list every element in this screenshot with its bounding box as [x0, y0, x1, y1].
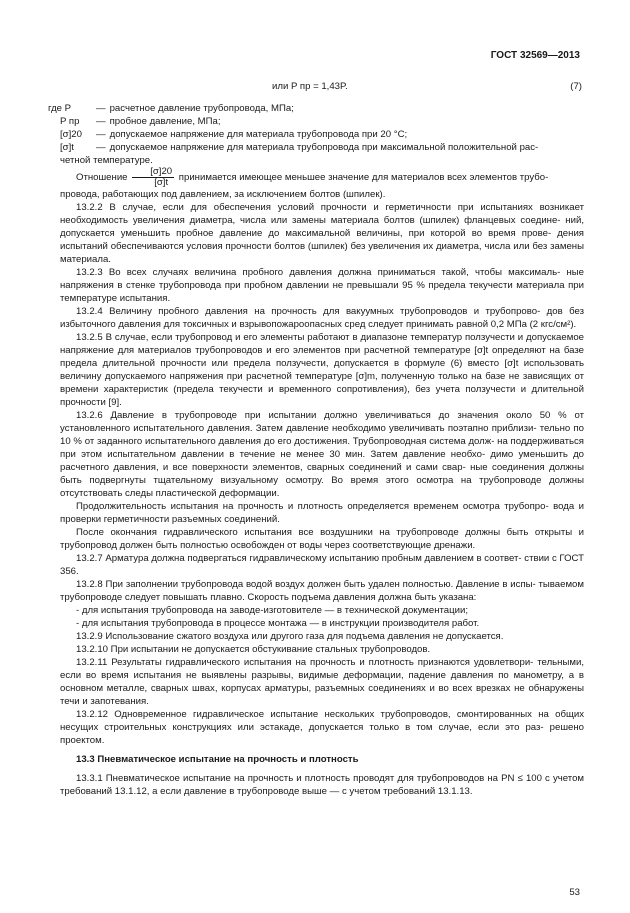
- list-item: - для испытания трубопровода в процессе монтажа — в инструкции производителя работ.: [76, 618, 480, 629]
- definition-item: [σ]20 — допускаемое напряжение для материала трубопровода при 20 °С;: [60, 129, 408, 140]
- definition-item: [σ]t — допускаемое напряжение для материала трубопровода при максимальной положительной рас- четной температуре.: [60, 141, 584, 167]
- definition-text: допускаемое напряжение для материала трубопровода при 20 °С;: [109, 129, 408, 140]
- document-body: [48, 102, 584, 798]
- section-heading: 13.3 Пневматическое испытание на прочность и плотность: [76, 754, 359, 765]
- ratio-fraction: [132, 167, 174, 188]
- paragraph: 13.2.5 В случае, если трубопровод и его элементы работают в диапазоне температур ползучести и допускаемое напряжение для материалов трубопроводов и его элементов при расчетной температуре [σ]t определяют на базе предела длительной прочности или предела ползучести, допускается в формуле (6) вместо [σ]t использовать величину допускаемого напряжения при расчетной температуре [σ]m, полученную только на базе не зависящих от времени характеристик (предела текучести и временного сопротивления), без учета ползучести и длительной прочности [9].: [60, 332, 584, 408]
- list-item: - для испытания трубопровода на заводе-изготовителе — в технической документации;: [76, 605, 469, 616]
- paragraph: 13.3.1 Пневматическое испытание на прочность и плотность проводят для трубопроводов на PN ≤ 100 с учетом требований 13.1.12, а если давление в трубопроводе выше — с учетом требований 13.1.13.: [60, 773, 584, 797]
- paragraph: Продолжительность испытания на прочность и плотность определяется временем осмотра трубопро- вода и проверки герметичности разъемных соединений.: [60, 501, 584, 525]
- formula: или P пр = 1,43P.: [272, 81, 348, 92]
- definition-item: P пр — пробное давление, МПа;: [60, 116, 221, 127]
- ratio-denominator: [σ]t: [154, 177, 169, 188]
- definition-text: пробное давление, МПа;: [109, 116, 221, 127]
- definition-symbol: [σ]20: [60, 129, 82, 140]
- formula-number: (7): [570, 81, 582, 92]
- paragraph: 13.2.10 При испытании не допускается обстукивание стальных трубопроводов.: [76, 644, 431, 655]
- definition-text: допускаемое напряжение для материала трубопровода при максимальной положительной рас-: [109, 142, 539, 153]
- ratio-continued: провода, работающих под давлением, за исключением болтов (шпилек).: [60, 189, 386, 200]
- definition-symbol: P пр: [60, 116, 80, 127]
- document-header: ГОСТ 32569—2013: [490, 50, 580, 61]
- page-number: 53: [569, 887, 580, 898]
- ratio-paragraph: [60, 167, 584, 188]
- paragraph: 13.2.4 Величину пробного давления на прочность для вакуумных трубопроводов и трубопрово- дов без избыточного давления для токсичных и взрывопожароопасных сред следует принимать равной 0,2 МПа (2 кгс/см²).: [60, 306, 584, 330]
- paragraph: 13.2.7 Арматура должна подвергаться гидравлическому испытанию пробным давлением в соответ- ствии с ГОСТ 356.: [60, 553, 584, 577]
- paragraph: 13.2.2 В случае, если для обеспечения условий прочности и герметичности при испытаниях возникает необходимость увеличения диаметра, числа или замены материала болтов (шпилек) фланцевых соедине- ний, допускается уменьшить пробное давление до максимальной величины, при которой во время прове- дения испытаний обеспечиваются условия прочности болтов (шпилек) без увеличения их диаметра, числа или без замены материала.: [60, 202, 584, 265]
- definition-text: расчетное давление трубопровода, МПа;: [109, 103, 294, 114]
- paragraph: После окончания гидравлического испытания все воздушники на трубопроводе должны быть открыты и трубопровод должен быть полностью освобожден от воды через соответствующие дренажи.: [60, 527, 584, 551]
- paragraph: 13.2.11 Результаты гидравлического испытания на прочность и плотность признаются удовлетвори- тельными, если во время испытания не выявлены разрывы, видимые деформации, падение давления по манометру, а в основном металле, сварных швах, корпусах арматуры, разъемных соединениях и во всех врезках не обнаружены течи и запотевания.: [60, 657, 584, 707]
- paragraph: 13.2.8 При заполнении трубопровода водой воздух должен быть удален полностью. Давление в испы- тываемом трубопроводе следует повышать плавно. Скорость подъема давления должна быть указана:: [60, 579, 584, 603]
- paragraph: 13.2.9 Использование сжатого воздуха или другого газа для подъема давления не допускается.: [76, 631, 504, 642]
- paragraph: 13.2.3 Во всех случаях величина пробного давления должна приниматься такой, чтобы максималь- ные напряжения в стенке трубопровода при пробном давлении не превышали 95 % предела текучести материала при температуре испытания.: [60, 267, 584, 304]
- definition-text-continued: четной температуре.: [60, 155, 153, 166]
- ratio-prefix: Отношение: [76, 172, 128, 184]
- ratio-numerator: [σ]20: [132, 167, 174, 178]
- paragraph: 13.2.6 Давление в трубопроводе при испытании должно увеличиваться до значения около 50 % от установленного испытательного давления. Затем давление необходимо увеличивать поэтапно приблизи- тельно по 10 % от заданного испытательного давления до его достижения. Трубопроводная система долж- на поддерживаться при этом испытательном давлении в течение не менее 30 мин. Затем давление необхо- димо уменьшить до расчетного давления, и все поверхности элементов, сварных соединений и сами свар- ные соединения должны быть подвергнуты тщательному визуальному осмотру. Во время этого осмотра на трубопроводе должны отсутствовать следы пластической деформации.: [60, 410, 584, 499]
- definition-symbol: [σ]t: [60, 142, 74, 153]
- paragraph: 13.2.12 Одновременное гидравлическое испытание нескольких трубопроводов, смонтированных на общих несущих строительных конструкциях или эстакаде, допускается только в том случае, если это раз- решено проектом.: [60, 709, 584, 746]
- definition-item: где P — расчетное давление трубопровода, МПа;: [48, 103, 294, 114]
- ratio-suffix: принимается имеющее меньшее значение для материалов всех элементов трубо-: [178, 172, 549, 184]
- definition-symbol: где P: [48, 103, 72, 114]
